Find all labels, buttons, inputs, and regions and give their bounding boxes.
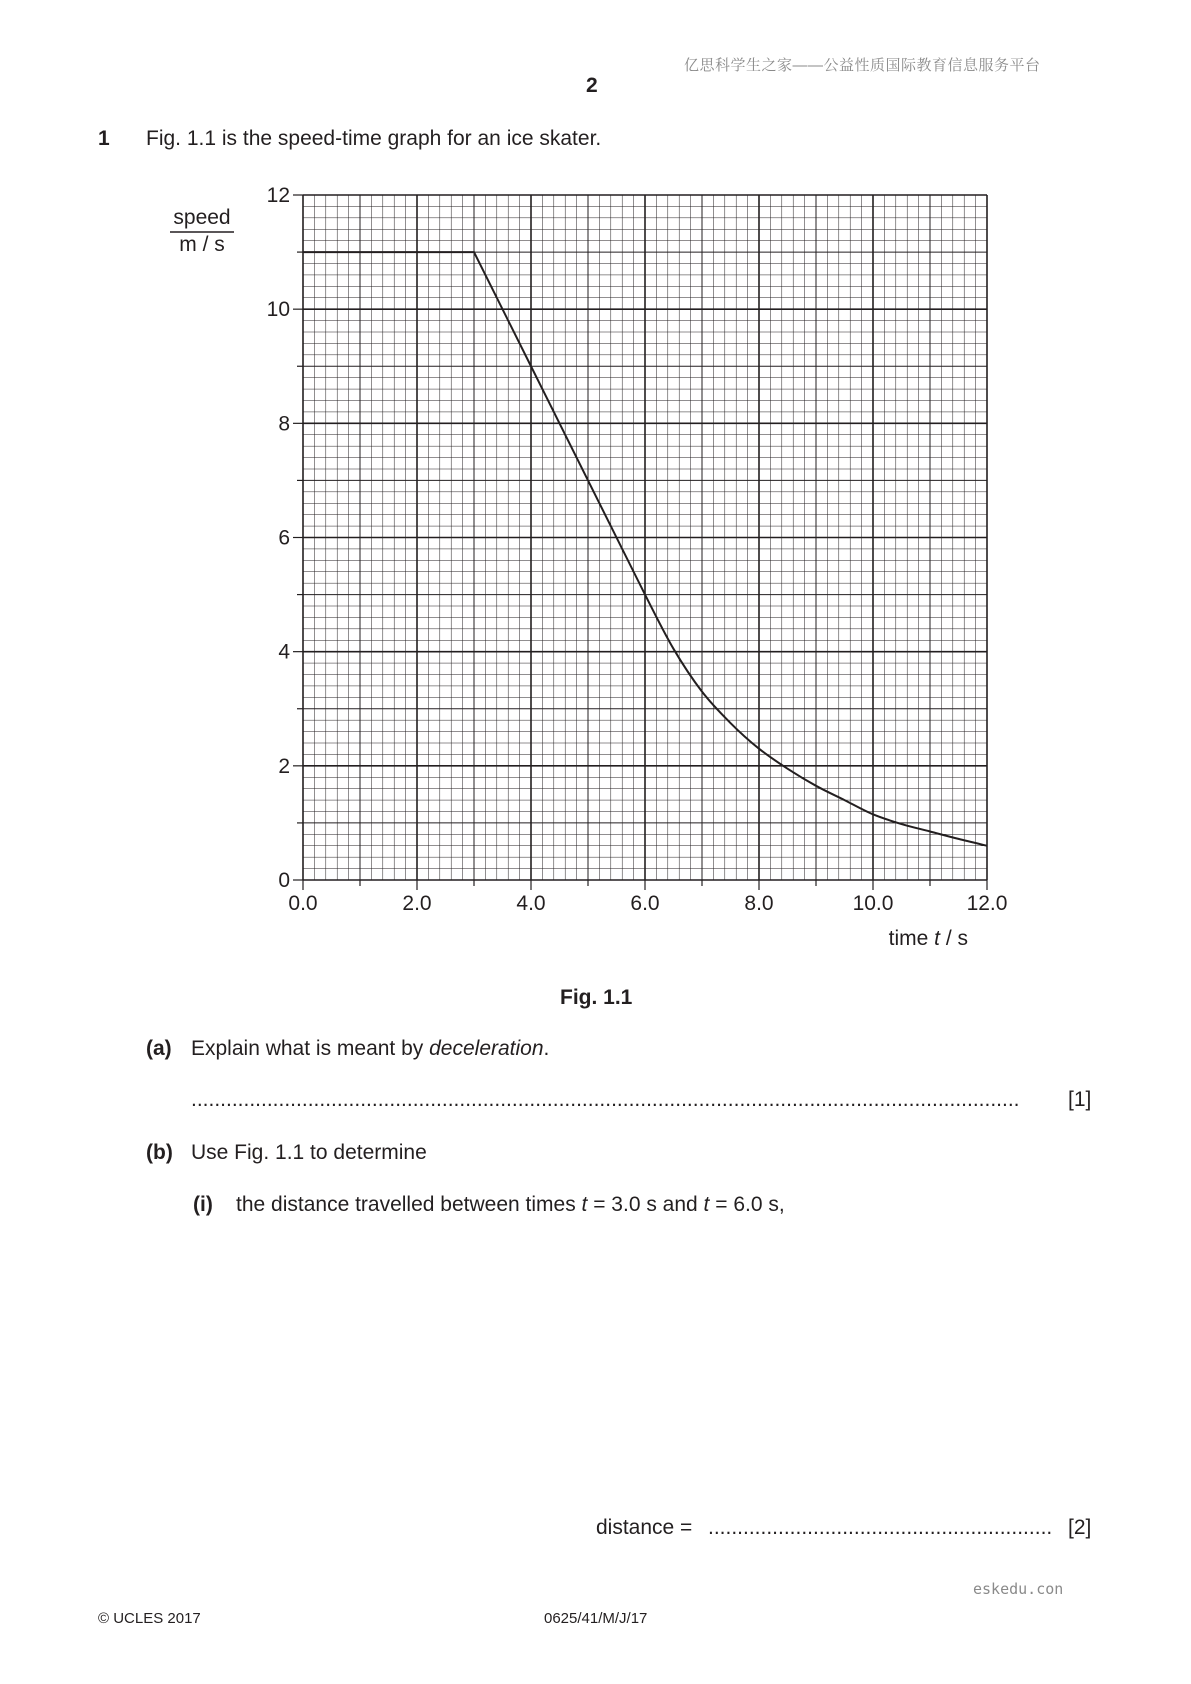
axis-ticks bbox=[293, 195, 987, 890]
part-a-marks: [1] bbox=[1068, 1088, 1092, 1111]
part-a-answer-line[interactable]: .............................................................................................................................................. bbox=[191, 1088, 1020, 1111]
x-tick-label: 6.0 bbox=[630, 892, 660, 915]
distance-answer-label: distance = bbox=[596, 1516, 693, 1539]
part-b-label: (b) bbox=[146, 1141, 173, 1164]
part-b-text: Use Fig. 1.1 to determine bbox=[191, 1141, 427, 1164]
y-tick-label: 2 bbox=[278, 754, 290, 778]
x-tick-label: 8.0 bbox=[744, 892, 774, 915]
x-tick-label: 2.0 bbox=[402, 892, 432, 915]
part-a-text: Explain what is meant by deceleration. bbox=[191, 1037, 550, 1060]
tick-labels bbox=[267, 184, 1008, 915]
y-tick-label: 6 bbox=[278, 526, 290, 550]
part-b-i-label: (i) bbox=[193, 1193, 213, 1216]
part-b-i-marks: [2] bbox=[1068, 1516, 1092, 1539]
y-tick-label: 0 bbox=[278, 869, 290, 892]
y-tick-label: 4 bbox=[278, 640, 290, 664]
y-axis-label-top: speed bbox=[173, 206, 231, 229]
part-a-label: (a) bbox=[146, 1037, 172, 1060]
x-tick-label: 10.0 bbox=[852, 892, 894, 915]
x-axis-label: time t / s bbox=[888, 927, 968, 950]
figure-caption: Fig. 1.1 bbox=[560, 986, 633, 1009]
x-tick-label: 12.0 bbox=[966, 892, 1008, 915]
watermark-bottom: eskedu.con bbox=[973, 1580, 1064, 1598]
distance-answer-line[interactable]: ........................................................... bbox=[708, 1516, 1053, 1539]
y-tick-label: 12 bbox=[266, 184, 290, 207]
x-tick-label: 4.0 bbox=[516, 892, 546, 915]
page-number: 2 bbox=[586, 74, 598, 97]
y-axis-label-bottom: m / s bbox=[179, 233, 225, 256]
question-stem: Fig. 1.1 is the speed-time graph for an ice skater. bbox=[146, 127, 602, 150]
x-tick-label: 0.0 bbox=[288, 892, 318, 915]
y-tick-label: 8 bbox=[278, 412, 290, 436]
footer-paper-code: 0625/41/M/J/17 bbox=[544, 1610, 648, 1627]
part-a-italic-term: deceleration bbox=[429, 1037, 544, 1060]
y-tick-label: 10 bbox=[266, 298, 290, 322]
footer-copyright: © UCLES 2017 bbox=[98, 1610, 201, 1627]
question-number: 1 bbox=[98, 127, 110, 150]
watermark-top: 亿思科学生之家——公益性质国际教育信息服务平台 bbox=[684, 57, 1041, 74]
part-b-i-text: the distance travelled between times t = 3.0 s and t = 6.0 s, bbox=[236, 1193, 785, 1216]
